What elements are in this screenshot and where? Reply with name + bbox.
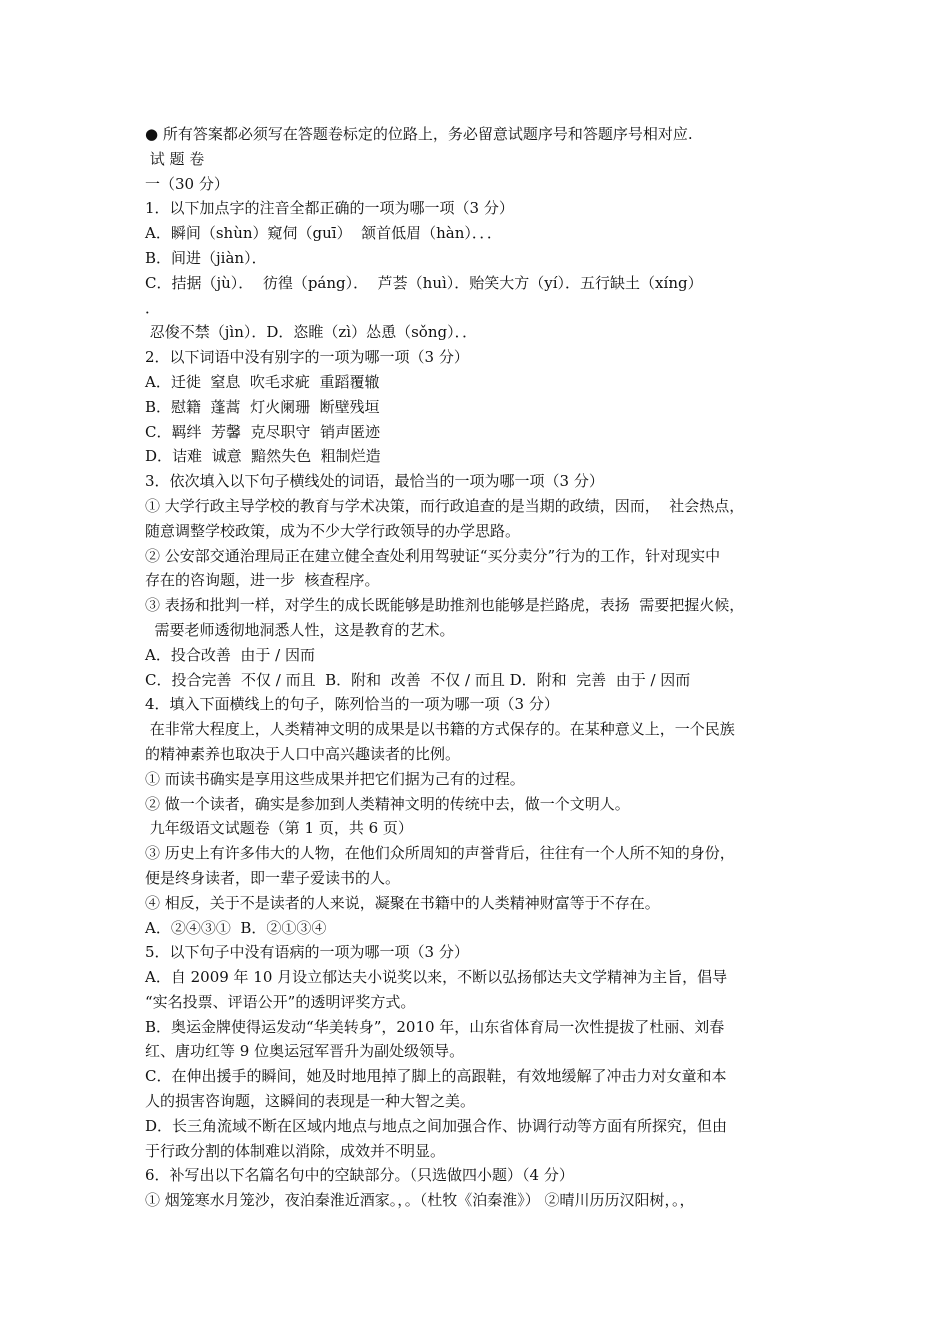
question-4-title: 4．填入下面横线上的句子，陈列恰当的一项为哪一项（3 分） bbox=[145, 695, 559, 714]
question-2-option-d: D．诘难 诚意 黯然失色 粗制烂造 bbox=[145, 447, 381, 466]
question-5-option-d: D．长三角流域不断在区域内地点与地点之间加强合作、协调行动等方面有所探究，但由 bbox=[145, 1116, 728, 1135]
question-1-option-c: C．拮据（jù）． 彷徨（páng）． 芦荟（huì）．贻笑大方（yí）．五行缺土（xíng） bbox=[145, 273, 703, 292]
question-3-sentence-2: ② 公安部交通治理局正在建立健全查处利用驾驶证“买分卖分”行为的工作，针对现实中 bbox=[145, 546, 721, 565]
question-5-option-d-cont: 于行政分割的体制难以消除，成效并不明显。 bbox=[145, 1141, 446, 1160]
question-3-sentence-1: ① 大学行政主导学校的教育与学术决策，而行政追查的是当期的政绩，因而， 社会热点， bbox=[145, 496, 745, 515]
question-4-options: A．②④③① B．②①③④ bbox=[145, 918, 327, 937]
question-2-option-a: A．迁徙 窒息 吹毛求疵 重蹈覆辙 bbox=[145, 372, 380, 391]
question-4-sentence-3-cont: 便是终身读者，即一辈子爱读书的人。 bbox=[145, 868, 401, 887]
question-5-option-b: B．奥运金牌使得运发动“华美转身”，2010 年，山东省体育局一次性提拔了杜丽、刘春 bbox=[145, 1017, 725, 1036]
question-1-title: 1．以下加点字的注音全都正确的一项为哪一项（3 分） bbox=[145, 199, 514, 218]
exam-text-block bbox=[145, 122, 825, 1213]
question-2-title: 2．以下词语中没有别字的一项为哪一项（3 分） bbox=[145, 348, 469, 367]
question-5-option-a-cont: “实名投票、评语公开”的透明评奖方式。 bbox=[145, 992, 416, 1011]
question-3-sentence-1-cont: 随意调整学校政策，成为不少大学行政领导的办学思路。 bbox=[145, 521, 521, 540]
question-3-options-bcd: C．投合完善 不仅 / 而且 B．附和 改善 不仅 / 而且 D．附和 完善 由于 / 因而 bbox=[145, 670, 691, 689]
question-4-sentence-4: ④ 相反，关于不是读者的人来说，凝聚在书籍中的人类精神财富等于不存在。 bbox=[145, 893, 660, 912]
question-4-passage-cont: 的精神素养也取决于人口中高兴趣读者的比例。 bbox=[145, 744, 461, 763]
question-5-option-c: C．在伸出援手的瞬间，她及时地甩掉了脚上的高跟鞋，有效地缓解了冲击力对女童和本 bbox=[145, 1067, 727, 1086]
question-4-passage: 在非常大程度上，人类精神文明的成果是以书籍的方式保存的。在某种意义上，一个民族 bbox=[145, 720, 735, 739]
question-3-title: 3．依次填入以下句子横线处的词语，最恰当的一项为哪一项（3 分） bbox=[145, 472, 604, 491]
question-3-option-a: A．投合改善 由于 / 因而 bbox=[145, 645, 315, 664]
question-1-option-b: B．间进（jiàn）． bbox=[145, 248, 267, 267]
question-4-sentence-2: ② 做一个读者，确实是参加到人类精神文明的传统中去，做一个文明人。 bbox=[145, 794, 630, 813]
question-2-option-b: B．慰籍 蓬蒿 灯火阑珊 断壁残垣 bbox=[145, 397, 380, 416]
page-footer: 九年级语文试题卷（第 1 页，共 6 页） bbox=[145, 819, 413, 838]
question-3-sentence-3-cont: 需要老师透彻地洞悉人性，这是教育的艺术。 bbox=[145, 620, 455, 639]
question-4-sentence-3: ③ 历史上有许多伟大的人物，在他们众所周知的声誉背后，往往有一个人所不知的身份， bbox=[145, 844, 735, 863]
question-3-sentence-3: ③ 表扬和批判一样，对学生的成长既能够是助推剂也能够是拦路虎，表扬 需要把握火候， bbox=[145, 596, 745, 615]
question-5-option-a: A．自 2009 年 10 月设立郁达夫小说奖以来，不断以弘扬郁达夫文学精神为主旨，倡导 bbox=[145, 968, 728, 987]
question-1-option-a: A．瞬间（shùn）窥伺（guī） 颔首低眉（hàn）．．． bbox=[145, 224, 502, 243]
question-6-item-1: ① 烟笼寒水月笼沙，夜泊秦淮近酒家。，。（杜牧《泊秦淮》） ②晴川历历汉阳树，。， bbox=[145, 1191, 695, 1210]
question-2-option-c: C．羁绊 芳馨 克尽职守 销声匿迹 bbox=[145, 422, 381, 441]
question-1-option-d: 忍俊不禁（jìn）．D．恣睢（zì）怂恿（sǒng）．． bbox=[145, 323, 478, 342]
question-5-option-b-cont: 红、唐功红等 9 位奥运冠军晋升为副处级领导。 bbox=[145, 1042, 465, 1061]
question-1-option-c-cont: ． bbox=[145, 298, 161, 317]
question-5-option-c-cont: 人的损害咨询题，这瞬间的表现是一种大智之美。 bbox=[145, 1092, 476, 1111]
question-3-sentence-2-cont: 存在的咨询题，进一步 核查程序。 bbox=[145, 571, 380, 590]
question-6-title: 6．补写出以下名篇名句中的空缺部分。（只选做四小题）（4 分） bbox=[145, 1166, 574, 1185]
section-heading: 一（30 分） bbox=[145, 174, 229, 193]
question-5-title: 5．以下句子中没有语病的一项为哪一项（3 分） bbox=[145, 943, 469, 962]
question-4-sentence-1: ① 而读书确实是享用这些成果并把它们据为己有的过程。 bbox=[145, 769, 525, 788]
exam-heading: 试 题 卷 bbox=[145, 149, 205, 168]
instruction-line: ● 所有答案都必须写在答题卷标定的位路上，务必留意试题序号和答题序号相对应. bbox=[145, 125, 693, 143]
